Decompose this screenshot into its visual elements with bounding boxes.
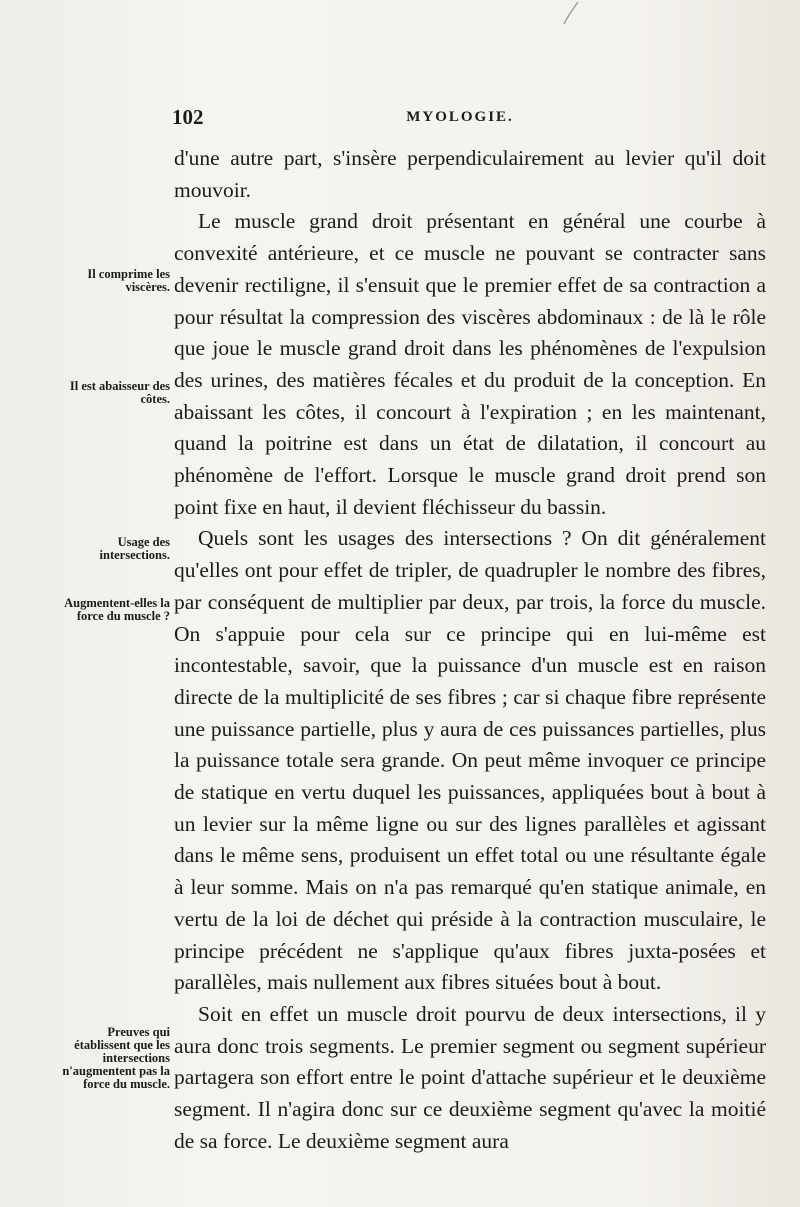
margin-note-abaisseur: Il est abaisseur des côtes. — [69, 379, 170, 406]
paragraph: Soit en effet un muscle droit pourvu de deux intersections, il y aura donc trois segments. Le premier segment ou segment supérieur partagera son effort entre le point d'attache supérieur et le deuxième segment. Il n'agira donc sur ce deuxième segment qu'avec la moitié de sa force. Le deuxième segment aura — [174, 1001, 766, 1153]
page-number: 102 — [172, 105, 204, 129]
body-text — [174, 143, 766, 1158]
paragraph: Quels sont les usages des intersections ? On dit généralement qu'elles ont pour effet de tripler, de quadrupler le nombre des fibres, par conséquent de multiplier par deux, par trois, la force du muscle. On s'appuie pour cela sur ce principe qui en lui-même est incontestable, savoir, que la puissance d'un muscle est en raison directe de la multiplicité de ses fibres ; car si chaque fibre représente une puissance partielle, plus y aura de ces puissances partielles, plus la puissance totale sera grande. On peut même invoquer ce principe de statique en vertu duquel les puissances, appliquées bout à bout à un levier sur la même ligne ou sur des lignes parallèles et agissant dans le même sens, produisent un effet total ou une résultante égale à leur somme. Mais on n'a pas remarqué qu'en statique animale, en vertu de la loi de déchet qui préside à la contraction musculaire, le principe précédent ne s'applique qu'aux fibres juxta-posées et parallèles, mais nullement aux fibres situées bout à bout. — [174, 526, 766, 995]
margin-note-force-muscle: Augmentent-elles la force du muscle ? — [64, 596, 170, 623]
running-title: MYOLOGIE. — [406, 109, 514, 125]
page-header — [160, 105, 760, 129]
paragraph: d'une autre part, s'insère perpendiculairement au levier qu'il doit mouvoir. — [174, 146, 766, 202]
paragraph: Le muscle grand droit présentant en général une courbe à convexité antérieure, et ce muscle ne pouvant se contracter sans devenir rectiligne, il s'ensuit que le premier effet de sa contraction a pour résultat la compression des viscères abdominaux : de là le rôle que joue le muscle grand droit dans les phénomènes de l'expulsion des urines, des matières fécales et du produit de la conception. En abaissant les côtes, il concourt à l'expiration ; en les maintenant, quand la poitrine est dans un état de dilatation, il concourt au phénomène de l'effort. Lorsque le muscle grand droit prend son point fixe en haut, il devient fléchisseur du bassin. — [174, 209, 766, 519]
margin-note-compression: Il comprime les viscères. — [87, 267, 170, 294]
margin-note-usage-intersections: Usage des intersections. — [99, 535, 170, 562]
pencil-mark-icon — [560, 0, 584, 28]
margin-note-preuves: Preuves qui établissent que les intersections n'augmentent pas la force du muscle. — [62, 1025, 170, 1091]
